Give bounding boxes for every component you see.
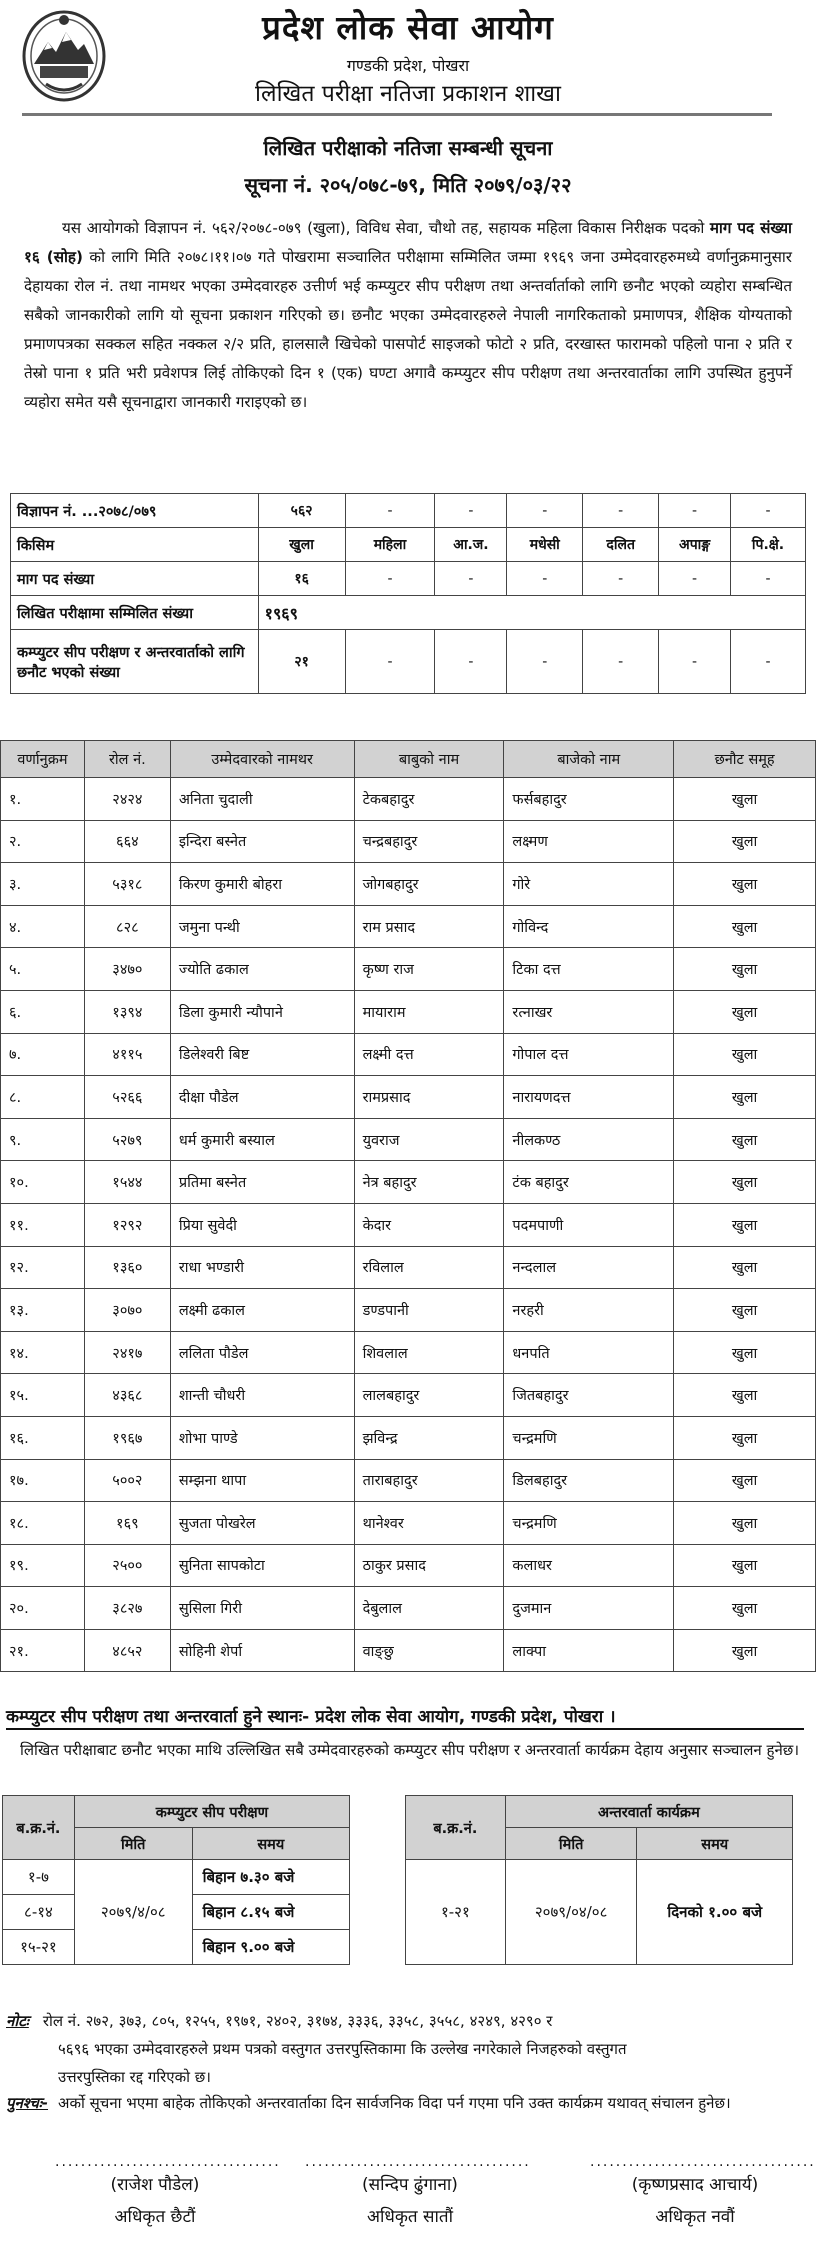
skill-range: ८-१४ bbox=[3, 1895, 75, 1930]
summary-row-type bbox=[11, 528, 806, 562]
cell-serial: ७. bbox=[1, 1033, 85, 1076]
table-row bbox=[1, 1161, 816, 1204]
cell-grandfather: डिलबहादुर bbox=[504, 1459, 674, 1502]
cell-name: शान्ती चौधरी bbox=[170, 1374, 354, 1417]
cell-group: खुला bbox=[674, 1416, 816, 1459]
note-line1: रोल नं. २७२, ३७३, ८०५, १२५५, १९७१, २४०२, ३१७४, ३३३६, ३३५८, ३५५८, ४२४९, ४२९० र bbox=[42, 2012, 553, 2030]
cell-name: सुजता पोखरेल bbox=[170, 1502, 354, 1545]
cell-group: खुला bbox=[674, 1289, 816, 1332]
cell-father: युवराज bbox=[354, 1118, 504, 1161]
table-row bbox=[1, 1459, 816, 1502]
venue-underline bbox=[6, 1728, 804, 1730]
table-row bbox=[1, 1246, 816, 1289]
cell-roll: ४८५२ bbox=[84, 1629, 170, 1672]
table-row bbox=[1, 1076, 816, 1119]
cell-group: खुला bbox=[674, 1502, 816, 1545]
summary-cell: - bbox=[345, 562, 435, 596]
cell-grandfather: गोविन्द bbox=[504, 905, 674, 948]
table-row bbox=[1, 1203, 816, 1246]
table-row bbox=[1, 1544, 816, 1587]
cell-father: डण्डपानी bbox=[354, 1289, 504, 1332]
signature-title: अधिकृत सातौं bbox=[367, 2207, 453, 2227]
branch-title: लिखित परीक्षा नतिजा प्रकाशन शाखा bbox=[255, 81, 561, 107]
reminder-label: पुनश्चः- bbox=[6, 2094, 49, 2112]
commission-title: प्रदेश लोक सेवा आयोग bbox=[262, 8, 554, 47]
cell-serial: ९. bbox=[1, 1118, 85, 1161]
table-row bbox=[1, 1033, 816, 1076]
cell-grandfather: नारायणदत्त bbox=[504, 1076, 674, 1119]
summary-cell: महिला bbox=[345, 528, 435, 562]
summary-cell: १९६९ bbox=[258, 596, 805, 630]
interview-table bbox=[405, 1795, 793, 1965]
notice-body-bold: माग पद संख्या १६ (सोह) bbox=[24, 219, 792, 266]
cell-group: खुला bbox=[674, 1118, 816, 1161]
cell-grandfather: धनपति bbox=[504, 1331, 674, 1374]
reminder-text: अर्को सूचना भएमा बाहेक तोकिएको अन्तरवार्ताका दिन सार्वजनिक विदा पर्न गएमा पनि उक्त कार्यक्रम यथावत् संचालन हुनेछ। bbox=[58, 2094, 731, 2112]
cell-roll: ५२७९ bbox=[84, 1118, 170, 1161]
summary-cell: दलित bbox=[583, 528, 659, 562]
cell-group: खुला bbox=[674, 1587, 816, 1630]
summary-cell: - bbox=[345, 630, 435, 694]
cell-group: खुला bbox=[674, 1459, 816, 1502]
signature-2 bbox=[305, 2154, 531, 2233]
cell-group: खुला bbox=[674, 1161, 816, 1204]
cell-grandfather: गोरे bbox=[504, 863, 674, 906]
summary-cell: - bbox=[583, 630, 659, 694]
signature-dots: ................................... bbox=[590, 2154, 816, 2170]
table-row bbox=[1, 1331, 816, 1374]
cell-grandfather: टिका दत्त bbox=[504, 948, 674, 991]
cell-father: रविलाल bbox=[354, 1246, 504, 1289]
summary-cell: - bbox=[583, 562, 659, 596]
cell-serial: ६. bbox=[1, 990, 85, 1033]
summary-cell: आ.ज. bbox=[435, 528, 507, 562]
cell-serial: २१. bbox=[1, 1629, 85, 1672]
cell-name: डिला कुमारी न्यौपाने bbox=[170, 990, 354, 1033]
cell-serial: १. bbox=[1, 778, 85, 821]
cell-roll: ५२६६ bbox=[84, 1076, 170, 1119]
signature-title: अधिकृत छैटौं bbox=[114, 2207, 196, 2227]
note-label: नोटः bbox=[6, 2012, 29, 2030]
cell-father: चन्द्रबहादुर bbox=[354, 820, 504, 863]
cell-grandfather: नरहरी bbox=[504, 1289, 674, 1332]
skill-time: बिहान ७.३० बजे bbox=[192, 1860, 349, 1895]
venue-line bbox=[6, 1704, 616, 1727]
candidate-rows bbox=[1, 778, 816, 1672]
summary-cell: - bbox=[507, 494, 583, 528]
summary-cell: १६ bbox=[258, 562, 345, 596]
interview-col-serial: ब.क्र.नं. bbox=[406, 1796, 506, 1860]
cell-grandfather: लाक्पा bbox=[504, 1629, 674, 1672]
table-row bbox=[1, 1416, 816, 1459]
cell-roll: ३८२७ bbox=[84, 1587, 170, 1630]
cell-roll: १२९२ bbox=[84, 1203, 170, 1246]
cell-serial: ८. bbox=[1, 1076, 85, 1119]
cell-roll: ४३६८ bbox=[84, 1374, 170, 1417]
cell-grandfather: टंक बहादुर bbox=[504, 1161, 674, 1204]
interview-title: अन्तरवार्ता कार्यक्रम bbox=[505, 1796, 792, 1828]
skill-time: बिहान ८.१५ बजे bbox=[192, 1895, 349, 1930]
col-grandfather: बाजेको नाम bbox=[504, 741, 674, 778]
cell-group: खुला bbox=[674, 1544, 816, 1587]
summary-cell: खुला bbox=[258, 528, 345, 562]
cell-name: इन्दिरा बस्नेत bbox=[170, 820, 354, 863]
summary-cell: - bbox=[731, 562, 806, 596]
cell-group: खुला bbox=[674, 1374, 816, 1417]
cell-father: केदार bbox=[354, 1203, 504, 1246]
interview-col-time: समय bbox=[637, 1828, 793, 1860]
summary-cell: २१ bbox=[258, 630, 345, 694]
cell-name: धर्म कुमारी बस्याल bbox=[170, 1118, 354, 1161]
candidate-header-row bbox=[1, 741, 816, 778]
summary-cell: - bbox=[435, 630, 507, 694]
cell-group: खुला bbox=[674, 948, 816, 991]
cell-grandfather: चन्द्रमणि bbox=[504, 1416, 674, 1459]
cell-father: शिवलाल bbox=[354, 1331, 504, 1374]
notice-title: लिखित परीक्षाको नतिजा सम्बन्धी सूचना bbox=[263, 136, 553, 160]
cell-roll: १३९४ bbox=[84, 990, 170, 1033]
cell-grandfather: नीलकण्ठ bbox=[504, 1118, 674, 1161]
cell-roll: ५००२ bbox=[84, 1459, 170, 1502]
notice-number: सूचना नं. २०५/०७८-७९, मिति २०७९/०३/२२ bbox=[244, 173, 572, 197]
skill-row bbox=[3, 1860, 350, 1895]
summary-cell: - bbox=[583, 494, 659, 528]
col-serial: वर्णानुक्रम bbox=[1, 741, 85, 778]
note-line2: ५६९६ भएका उम्मेदवारहरुले प्रथम पत्रको वस्तुगत उत्तरपुस्तिकामा कि उल्लेख नगरेकाले निजहरुको वस्तुगत bbox=[58, 2040, 627, 2058]
cell-father: रामप्रसाद bbox=[354, 1076, 504, 1119]
col-name: उम्मेदवारको नामथर bbox=[170, 741, 354, 778]
table-row bbox=[1, 990, 816, 1033]
cell-group: खुला bbox=[674, 1203, 816, 1246]
cell-group: खुला bbox=[674, 1629, 816, 1672]
cell-serial: १७. bbox=[1, 1459, 85, 1502]
table-row bbox=[1, 1587, 816, 1630]
summary-cell: - bbox=[435, 494, 507, 528]
cell-group: खुला bbox=[674, 1076, 816, 1119]
cell-father: जोगबहादुर bbox=[354, 863, 504, 906]
cell-roll: १३६० bbox=[84, 1246, 170, 1289]
table-row bbox=[1, 1118, 816, 1161]
signature-dots: ................................... bbox=[55, 2154, 281, 2170]
table-row bbox=[1, 1629, 816, 1672]
cell-serial: २०. bbox=[1, 1587, 85, 1630]
summary-cell: - bbox=[731, 494, 806, 528]
summary-label: विज्ञापन नं. ...२०७८/०७९ bbox=[11, 494, 259, 528]
summary-table bbox=[10, 493, 806, 694]
note-line3: उत्तरपुस्तिका रद्द गरिएको छ। bbox=[58, 2068, 211, 2086]
summary-cell: - bbox=[507, 562, 583, 596]
signature-1 bbox=[55, 2154, 281, 2233]
cell-grandfather: जितबहादुर bbox=[504, 1374, 674, 1417]
summary-cell: - bbox=[659, 562, 731, 596]
col-father: बाबुको नाम bbox=[354, 741, 504, 778]
cell-serial: १५. bbox=[1, 1374, 85, 1417]
cell-serial: १६. bbox=[1, 1416, 85, 1459]
skill-date: २०७९/४/०८ bbox=[74, 1860, 192, 1965]
cell-roll: २४१७ bbox=[84, 1331, 170, 1374]
cell-group: खुला bbox=[674, 863, 816, 906]
cell-father: कृष्ण राज bbox=[354, 948, 504, 991]
cell-roll: ६६४ bbox=[84, 820, 170, 863]
note-block bbox=[6, 2007, 810, 2091]
cell-name: राधा भण्डारी bbox=[170, 1246, 354, 1289]
summary-cell: पि.क्षे. bbox=[731, 528, 806, 562]
cell-name: अनिता चुदाली bbox=[170, 778, 354, 821]
province-subtitle: गण्डकी प्रदेश, पोखरा bbox=[346, 56, 470, 75]
cell-father: मायाराम bbox=[354, 990, 504, 1033]
summary-row-ad bbox=[11, 494, 806, 528]
venue-label: कम्प्युटर सीप परीक्षण तथा अन्तरवार्ता हुने स्थानः- bbox=[6, 1707, 310, 1727]
cell-name: किरण कुमारी बोहरा bbox=[170, 863, 354, 906]
interview-row bbox=[406, 1860, 793, 1965]
table-row bbox=[1, 1289, 816, 1332]
cell-roll: २४२४ bbox=[84, 778, 170, 821]
header bbox=[0, 0, 816, 122]
cell-group: खुला bbox=[674, 1246, 816, 1289]
cell-father: देबुलाल bbox=[354, 1587, 504, 1630]
skill-range: १५-२१ bbox=[3, 1930, 75, 1965]
cell-group: खुला bbox=[674, 820, 816, 863]
cell-serial: २. bbox=[1, 820, 85, 863]
cell-name: डिलेश्वरी बिष्ट bbox=[170, 1033, 354, 1076]
cell-grandfather: फर्सबहादुर bbox=[504, 778, 674, 821]
cell-father: राम प्रसाद bbox=[354, 905, 504, 948]
cell-serial: ५. bbox=[1, 948, 85, 991]
skill-time: बिहान ९.०० बजे bbox=[192, 1930, 349, 1965]
col-group: छनौट समूह bbox=[674, 741, 816, 778]
interview-header-row bbox=[406, 1796, 793, 1828]
summary-cell: ५६२ bbox=[258, 494, 345, 528]
cell-name: सोहिनी शेर्पा bbox=[170, 1629, 354, 1672]
signature-name: (कृष्णप्रसाद आचार्य) bbox=[631, 2175, 759, 2195]
cell-grandfather: पदमपाणी bbox=[504, 1203, 674, 1246]
schedule-text: लिखित परीक्षाबाट छनौट भएका माथि उल्लिखित सबै उम्मेदवारहरुको कम्प्युटर सीप परीक्षण र अन्तरवार्ता कार्यक्रम देहाय अनुसार सञ्चालन हुनेछ। bbox=[20, 1741, 800, 1759]
summary-label: माग पद संख्या bbox=[11, 562, 259, 596]
interview-range: १-२१ bbox=[406, 1860, 506, 1965]
skill-col-date: मिति bbox=[74, 1828, 192, 1860]
cell-roll: ३०७० bbox=[84, 1289, 170, 1332]
cell-roll: २५०० bbox=[84, 1544, 170, 1587]
notice-body bbox=[24, 214, 792, 417]
table-row bbox=[1, 905, 816, 948]
cell-name: शोभा पाण्डे bbox=[170, 1416, 354, 1459]
skill-col-time: समय bbox=[192, 1828, 349, 1860]
cell-serial: १४. bbox=[1, 1331, 85, 1374]
cell-father: ठाकुर प्रसाद bbox=[354, 1544, 504, 1587]
cell-father: लालबहादुर bbox=[354, 1374, 504, 1417]
cell-roll: ३४७० bbox=[84, 948, 170, 991]
cell-name: सम्झना थापा bbox=[170, 1459, 354, 1502]
cell-roll: ५३१८ bbox=[84, 863, 170, 906]
cell-group: खुला bbox=[674, 905, 816, 948]
cell-roll: ४११५ bbox=[84, 1033, 170, 1076]
cell-group: खुला bbox=[674, 990, 816, 1033]
signature-dots: ................................... bbox=[305, 2154, 531, 2170]
cell-serial: १९. bbox=[1, 1544, 85, 1587]
summary-cell: - bbox=[659, 494, 731, 528]
cell-grandfather: लक्ष्मण bbox=[504, 820, 674, 863]
reminder-block bbox=[6, 2093, 810, 2113]
table-row bbox=[1, 863, 816, 906]
cell-grandfather: नन्दलाल bbox=[504, 1246, 674, 1289]
summary-cell: अपाङ्ग bbox=[659, 528, 731, 562]
summary-row-selected bbox=[11, 630, 806, 694]
cell-grandfather: चन्द्रमणि bbox=[504, 1502, 674, 1545]
cell-name: प्रतिमा बस्नेत bbox=[170, 1161, 354, 1204]
cell-name: जमुना पन्थी bbox=[170, 905, 354, 948]
interview-date: २०७९/०४/०८ bbox=[505, 1860, 637, 1965]
cell-father: नेत्र बहादुर bbox=[354, 1161, 504, 1204]
header-divider bbox=[22, 113, 772, 116]
summary-cell: - bbox=[435, 562, 507, 596]
table-row bbox=[1, 778, 816, 821]
cell-grandfather: रत्नाखर bbox=[504, 990, 674, 1033]
cell-roll: ८२८ bbox=[84, 905, 170, 948]
summary-row-demand bbox=[11, 562, 806, 596]
skill-col-serial: ब.क्र.नं. bbox=[3, 1796, 75, 1860]
cell-father: झविन्द्र bbox=[354, 1416, 504, 1459]
cell-serial: १०. bbox=[1, 1161, 85, 1204]
interview-col-date: मिति bbox=[505, 1828, 637, 1860]
table-row bbox=[1, 1374, 816, 1417]
notice-body-post: को लागि मिति २०७८।११।०७ गते पोखरामा सञ्चालित परीक्षामा सम्मिलित जम्मा १९६९ जना उम्मेदवारहरुमध्ये वर्णानुक्रमानुसार देहायका रोल नं. तथा नामथर भएका उम्मेदवारहरु उत्तीर्ण भई कम्प्युटर सीप परीक्षण तथा अन्तर्वार्ताको लागि छनौट भएको व्यहोरा सम्बन्धित सबैको जानकारीको लागि यो सूचना प्रकाशन गरिएको छ। छनौट भएका उम्मेदवारहरुले नेपाली नागरिकताको प्रमाणपत्र, शैक्षिक योग्यताको प्रमाणपत्रका सक्कल सहित नक्कल २/२ प्रति, हालसालै खिचेको पासपोर्ट साइजको फोटो २ प्रति, दरखास्त फारामको पहिलो पाना २ प्रति र तेस्रो पाना १ प्रति भरी प्रवेशपत्र लिई तोकिएको दिन १ (एक) घण्टा अगावै कम्प्युटर सीप परीक्षण तथा अन्तरवार्ताका लागि उपस्थित हुनुपर्ने व्यहोरा समेत यसै सूचनाद्वारा जानकारी गराइएको छ। bbox=[24, 248, 792, 411]
cell-name: सुनिता सापकोटा bbox=[170, 1544, 354, 1587]
summary-cell: - bbox=[345, 494, 435, 528]
cell-serial: १२. bbox=[1, 1246, 85, 1289]
cell-father: थानेश्वर bbox=[354, 1502, 504, 1545]
table-row bbox=[1, 1502, 816, 1545]
cell-grandfather: दुजमान bbox=[504, 1587, 674, 1630]
summary-label: कम्प्युटर सीप परीक्षण र अन्तरवार्ताको लागि छनौट भएको संख्या bbox=[11, 630, 259, 694]
summary-label: लिखित परीक्षामा सम्मिलित संख्या bbox=[11, 596, 259, 630]
summary-row-participants bbox=[11, 596, 806, 630]
summary-cell: - bbox=[507, 630, 583, 694]
cell-serial: ३. bbox=[1, 863, 85, 906]
cell-name: ललिता पौडेल bbox=[170, 1331, 354, 1374]
table-row bbox=[1, 948, 816, 991]
cell-roll: १९६७ bbox=[84, 1416, 170, 1459]
cell-roll: १५४४ bbox=[84, 1161, 170, 1204]
signature-title: अधिकृत नवौं bbox=[655, 2207, 735, 2227]
venue-value: प्रदेश लोक सेवा आयोग, गण्डकी प्रदेश, पोखरा । bbox=[315, 1707, 616, 1727]
cell-father: ताराबहादुर bbox=[354, 1459, 504, 1502]
cell-father: लक्ष्मी दत्त bbox=[354, 1033, 504, 1076]
cell-group: खुला bbox=[674, 1033, 816, 1076]
signature-3 bbox=[590, 2154, 816, 2233]
interview-time: दिनको १.०० बजे bbox=[637, 1860, 793, 1965]
cell-group: खुला bbox=[674, 1331, 816, 1374]
cell-name: सुसिला गिरी bbox=[170, 1587, 354, 1630]
skill-test-table bbox=[2, 1795, 350, 1965]
summary-label: किसिम bbox=[11, 528, 259, 562]
notice-body-pre: यस आयोगको विज्ञापन नं. ५६२/२०७८-०७९ (खुला), विविध सेवा, चौथो तह, सहायक महिला विकास निरीक्षक पदको bbox=[62, 219, 710, 237]
summary-cell: मधेसी bbox=[507, 528, 583, 562]
summary-cell: - bbox=[731, 630, 806, 694]
candidate-table bbox=[0, 740, 816, 1672]
cell-name: ज्योति ढकाल bbox=[170, 948, 354, 991]
table-row bbox=[1, 820, 816, 863]
cell-name: लक्ष्मी ढकाल bbox=[170, 1289, 354, 1332]
cell-father: टेकबहादुर bbox=[354, 778, 504, 821]
cell-serial: ११. bbox=[1, 1203, 85, 1246]
summary-cell: - bbox=[659, 630, 731, 694]
cell-grandfather: कलाधर bbox=[504, 1544, 674, 1587]
cell-name: दीक्षा पौडेल bbox=[170, 1076, 354, 1119]
cell-serial: ४. bbox=[1, 905, 85, 948]
cell-name: प्रिया सुवेदी bbox=[170, 1203, 354, 1246]
cell-grandfather: गोपाल दत्त bbox=[504, 1033, 674, 1076]
cell-group: खुला bbox=[674, 778, 816, 821]
skill-range: १-७ bbox=[3, 1860, 75, 1895]
cell-father: वाङ्छु bbox=[354, 1629, 504, 1672]
skill-header-row bbox=[3, 1796, 350, 1828]
signature-name: (राजेश पौडेल) bbox=[110, 2175, 200, 2195]
cell-roll: १६९ bbox=[84, 1502, 170, 1545]
col-roll: रोल नं. bbox=[84, 741, 170, 778]
signature-name: (सन्दिप ढुंगाना) bbox=[362, 2175, 458, 2195]
cell-serial: १३. bbox=[1, 1289, 85, 1332]
skill-title: कम्प्युटर सीप परीक्षण bbox=[74, 1796, 349, 1828]
cell-serial: १८. bbox=[1, 1502, 85, 1545]
